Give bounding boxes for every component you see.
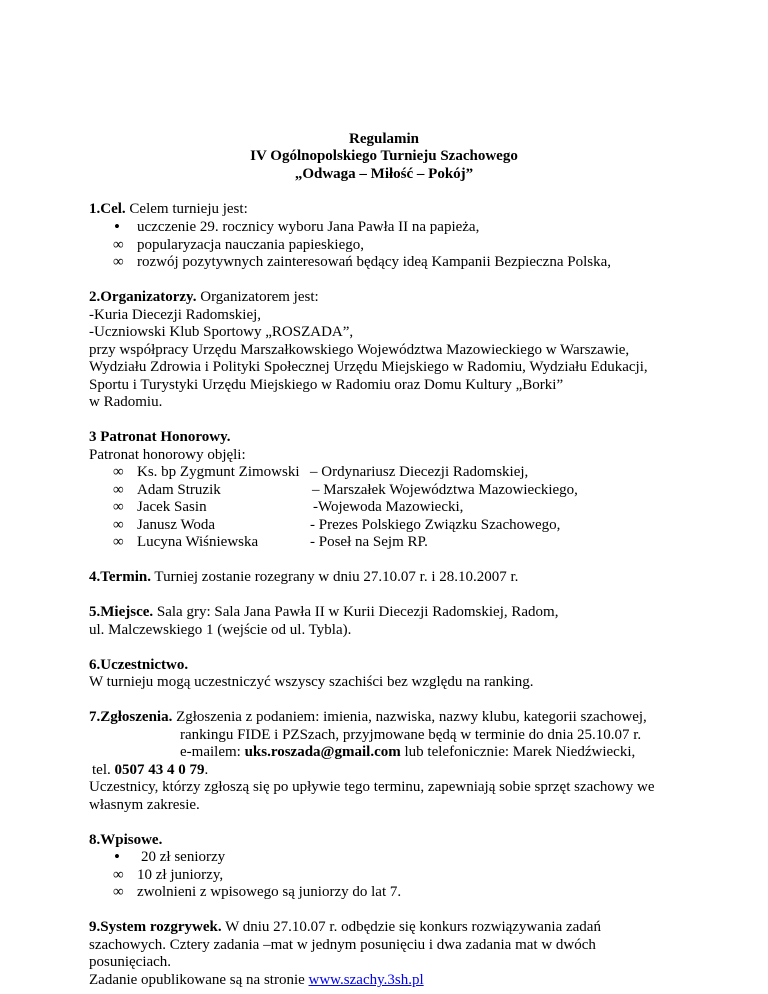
section-8-item: 20 zł seniorzy — [141, 849, 226, 865]
section-1-item: popularyzacja nauczania papieskiego, — [137, 237, 364, 253]
section-4-line — [89, 569, 518, 587]
section-6-heading: 6.Uczestnictwo. — [89, 657, 189, 673]
doc-title-line1: Regulamin — [348, 131, 419, 147]
infinity-bullet-icon: ∞ — [113, 884, 124, 900]
email-suffix: lub telefonicznie: Marek Niedźwiecki, — [400, 744, 636, 760]
section-2-text-line: Wydziału Zdrowia i Polityki Społecznej Urzędu Miejskiego w Radomiu, Wydziału Edukacji, — [89, 359, 648, 375]
infinity-bullet-icon: ∞ — [113, 499, 124, 515]
bullet-icon: • — [114, 847, 120, 866]
section-5-text: Sala gry: Sala Jana Pawła II w Kurii Diecezji Radomskiej, Radom, — [153, 604, 559, 620]
section-7-heading: 7.Zgłoszenia. — [89, 709, 173, 725]
website-link[interactable]: www.szachy.3sh.pl — [308, 972, 424, 988]
section-7-line6: własnym zakresie. — [89, 797, 200, 813]
section-2-text-line: -Kuria Diecezji Radomskiej, — [89, 307, 262, 323]
patron-role: -Wojewoda Mazowiecki, — [313, 499, 464, 515]
section-7-line2: rankingu FIDE i PZSzach, przyjmowane będą w terminie do dnia 25.10.07 r. — [180, 727, 642, 743]
doc-title-line3: „Odwaga – Miłość – Pokój” — [294, 166, 474, 182]
section-9-heading: 9.System rozgrywek. — [89, 919, 222, 935]
section-4-heading: 4.Termin. — [89, 569, 151, 585]
section-5-line2: ul. Malczewskiego 1 (wejście od ul. Tybla). — [89, 622, 352, 638]
infinity-bullet-icon: ∞ — [113, 517, 124, 533]
patron-name: Lucyna Wiśniewska — [137, 534, 259, 550]
infinity-bullet-icon: ∞ — [113, 534, 124, 550]
email-prefix: e-mailem: — [180, 744, 245, 760]
section-3-heading: 3 Patronat Honorowy. — [89, 429, 231, 445]
contact-email: uks.roszada@gmail.com — [244, 744, 401, 760]
section-1-item: rozwój pozytywnych zainteresowań będący ideą Kampanii Bezpieczna Polska, — [137, 254, 611, 270]
section-7-line — [89, 709, 647, 727]
patron-name: Ks. bp Zygmunt Zimowski — [137, 464, 300, 480]
section-2-text-line: Sportu i Turystyki Urzędu Miejskiego w Radomiu oraz Domu Kultury „Borki” — [89, 377, 564, 393]
section-5-heading: 5.Miejsce. — [89, 604, 154, 620]
section-9-line — [89, 919, 601, 937]
section-1-text: Celem turnieju jest: — [125, 201, 248, 217]
section-2-text-line: przy współpracy Urzędu Marszałkowskiego Województwa Mazowieckiego w Warszawie, — [89, 342, 630, 358]
patron-name: Adam Struzik — [137, 482, 221, 498]
section-5-line — [89, 604, 558, 622]
patron-role: – Ordynariusz Diecezji Radomskiej, — [310, 464, 529, 480]
infinity-bullet-icon: ∞ — [113, 867, 124, 883]
patron-role: – Marszałek Województwa Mazowieckiego, — [312, 482, 578, 498]
infinity-bullet-icon: ∞ — [113, 464, 124, 480]
section-7-line5: Uczestnicy, którzy zgłoszą się po upływie tego terminu, zapewniają sobie sprzęt szachowy we — [89, 779, 655, 795]
section-2-heading: 2.Organizatorzy. — [89, 289, 197, 305]
section-9-line3: posunięciach. — [89, 954, 172, 970]
doc-title-line2: IV Ogólnopolskiego Turnieju Szachowego — [250, 148, 518, 164]
section-1-line — [89, 201, 248, 219]
tel-suffix: . — [204, 762, 209, 778]
section-1-heading: 1.Cel. — [89, 201, 126, 217]
section-2-text-line: -Uczniowski Klub Sportowy „ROSZADA”, — [89, 324, 354, 340]
infinity-bullet-icon: ∞ — [113, 254, 124, 270]
section-7-text: Zgłoszenia z podaniem: imienia, nazwiska, nazwy klubu, kategorii szachowej, — [172, 709, 647, 725]
section-7-tel-line — [92, 762, 208, 780]
patron-role: - Prezes Polskiego Związku Szachowego, — [310, 517, 561, 533]
section-1-item: uczczenie 29. rocznicy wyboru Jana Pawła II na papieża, — [137, 219, 480, 235]
tel-prefix: tel. — [92, 762, 115, 778]
section-9-line4 — [89, 972, 424, 990]
section-9-line2: szachowych. Cztery zadania –mat w jednym posunięciu i dwa zadania mat w dwóch — [89, 937, 596, 953]
section-3-intro: Patronat honorowy objęli: — [89, 447, 246, 463]
section-7-email-line — [180, 744, 635, 762]
section-4-text: Turniej zostanie rozegrany w dniu 27.10.07 r. i 28.10.2007 r. — [150, 569, 519, 585]
contact-phone: 0507 43 4 0 79 — [114, 762, 205, 778]
patron-name: Jacek Sasin — [137, 499, 207, 515]
infinity-bullet-icon: ∞ — [113, 482, 124, 498]
section-8-heading: 8.Wpisowe. — [89, 832, 163, 848]
section-8-item: zwolnieni z wpisowego są juniorzy do lat 7. — [137, 884, 402, 900]
section-2-text: Organizatorem jest: — [196, 289, 319, 305]
section-2-text-line: w Radomiu. — [89, 394, 163, 410]
section-2-line — [89, 289, 319, 307]
section-8-item: 10 zł juniorzy, — [137, 867, 224, 883]
section-9-text: W dniu 27.10.07 r. odbędzie się konkurs rozwiązywania zadań — [221, 919, 601, 935]
bullet-icon: • — [114, 217, 120, 236]
patron-name: Janusz Woda — [137, 517, 216, 533]
section-6-text: W turnieju mogą uczestniczyć wszyscy szachiści bez względu na ranking. — [89, 674, 534, 690]
link-prefix: Zadanie opublikowane są na stronie — [89, 972, 309, 988]
patron-role: - Poseł na Sejm RP. — [310, 534, 428, 550]
infinity-bullet-icon: ∞ — [113, 237, 124, 253]
